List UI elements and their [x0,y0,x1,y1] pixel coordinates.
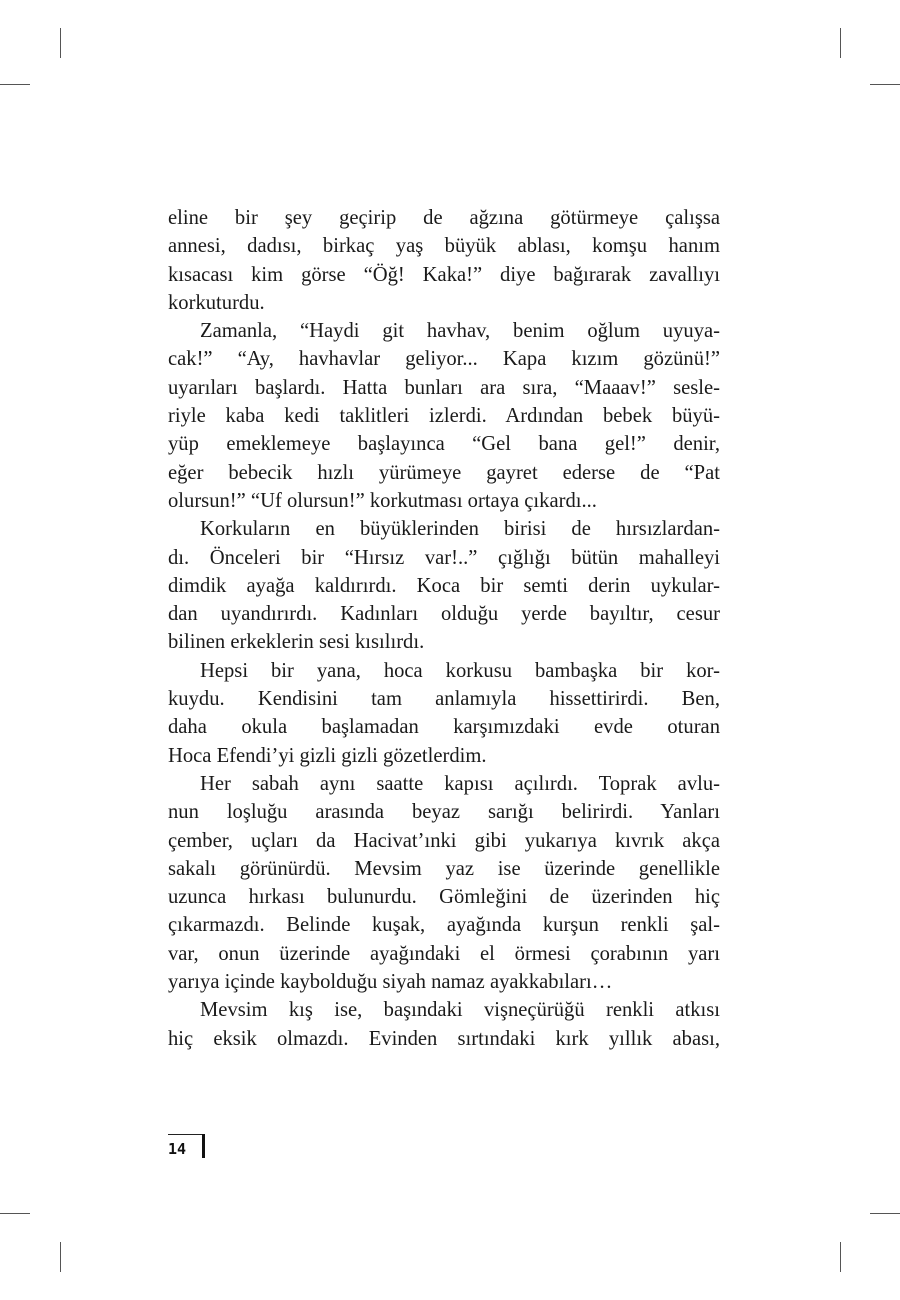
text-line: uyarıları başlardı. Hatta bunları ara sıra, “Maaav!” sesle- [168,376,720,399]
body-text [168,204,720,1053]
text-line: Her sabah aynı saatte kapısı açılırdı. Toprak avlu- [200,772,720,795]
folio-rule [168,1134,202,1135]
text-line: annesi, dadısı, birkaç yaş büyük ablası, komşu hanım [168,235,720,258]
text-line: Mevsim kış ise, başındaki vişneçürüğü renkli atkısı [200,999,720,1022]
crop-mark-top-right-horizontal [870,84,900,85]
text-line: cak!” “Ay, havhavlar geliyor... Kapa kızım gözünü!” [168,348,720,371]
text-line: riyle kaba kedi taklitleri izlerdi. Ardından bebek büyü- [168,405,720,428]
folio-bar [202,1134,205,1158]
text-line: eğer bebecik hızlı yürümeye gayret ederse de “Pat [168,461,720,484]
text-line: kısacası kim görse “Öğ! Kaka!” diye bağırarak zavallıyı [168,263,720,286]
crop-mark-bottom-right-horizontal [870,1213,900,1214]
crop-mark-bottom-left-vertical [60,1242,61,1272]
text-line: olursun!” “Uf olursun!” korkutması ortaya çıkardı... [168,489,597,512]
text-line: sakalı görünürdü. Mevsim yaz ise üzerinde genellikle [168,857,720,880]
crop-mark-bottom-right-vertical [840,1242,841,1272]
text-line: korkuturdu. [168,291,265,314]
text-line: Korkuların en büyüklerinden birisi de hırsızlardan- [200,518,720,541]
text-line: çıkarmazdı. Belinde kuşak, ayağında kurşun renkli şal- [168,914,720,937]
crop-mark-top-left-vertical [60,28,61,58]
text-line: eline bir şey geçirip de ağzına götürmeye çalışsa [168,207,720,229]
text-line: daha okula başlamadan karşımızdaki evde oturan [168,716,720,739]
text-line: bilinen erkeklerin sesi kısılırdı. [168,631,425,654]
text-line: kuydu. Kendisini tam anlamıyla hissettirirdi. Ben, [168,688,720,711]
text-line: dimdik ayağa kaldırırdı. Koca bir semti derin uykular- [168,574,720,597]
text-line: yüp emeklemeye başlayınca “Gel bana gel!” denir, [168,433,720,456]
text-line: Hoca Efendi’yi gizli gizli gözetlerdim. [168,744,487,767]
text-line: dan uyandırırdı. Kadınları olduğu yerde bayıltır, cesur [168,603,720,626]
crop-mark-top-left-horizontal [0,84,30,85]
page-number: 14 [168,1140,187,1158]
text-line: hiç eksik olmazdı. Evinden sırtındaki kırk yıllık abası, [168,1027,720,1050]
text-line: Zamanla, “Haydi git havhav, benim oğlum uyuya- [200,320,720,343]
text-line: nun loşluğu arasında beyaz sarığı belirirdi. Yanları [168,801,720,824]
text-line: Hepsi bir yana, hoca korkusu bambaşka bir kor- [200,659,720,682]
text-line: yarıya içinde kaybolduğu siyah namaz ayakkabıları… [168,971,613,994]
text-line: uzunca hırkası bulunurdu. Gömleğini de üzerinden hiç [168,886,720,909]
text-line: dı. Önceleri bir “Hırsız var!..” çığlığı bütün mahalleyi [168,546,720,569]
crop-mark-top-right-vertical [840,28,841,58]
text-line: çember, uçları da Hacivat’ınki gibi yukarıya kıvrık akça [168,829,720,852]
text-line: var, onun üzerinde ayağındaki el örmesi çorabının yarı [168,942,720,965]
crop-mark-bottom-left-horizontal [0,1213,30,1214]
